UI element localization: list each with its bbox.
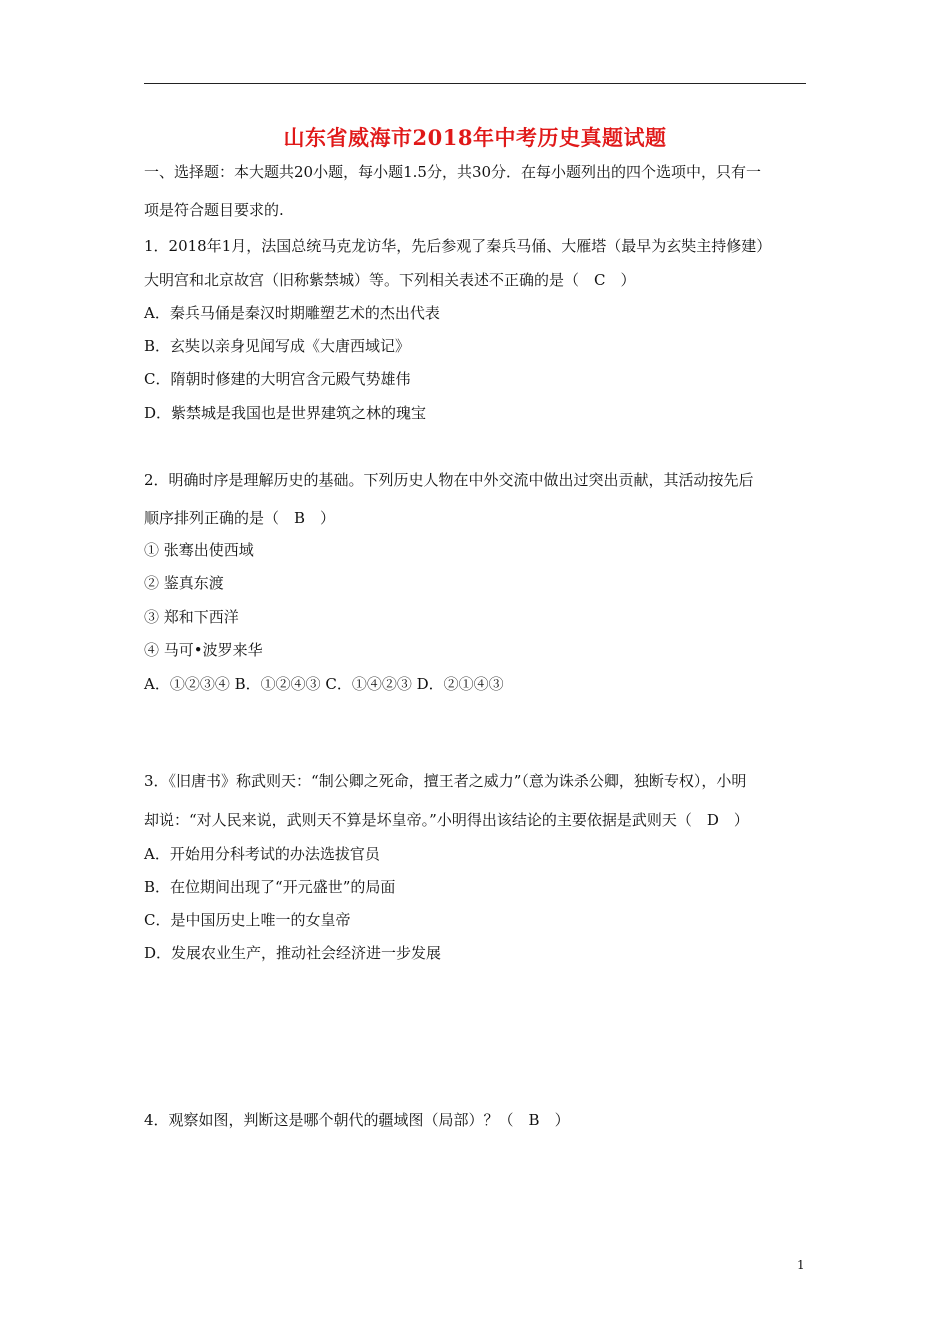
question-2-stem-line-2: 顺序排列正确的是（ B ）: [144, 509, 336, 527]
question-3-option-b: B．在位期间出现了“开元盛世”的局面: [144, 878, 396, 896]
question-3-option-a: A．开始用分科考试的办法选拔官员: [144, 845, 380, 863]
header-rule: [144, 83, 806, 84]
question-3-option-d: D．发展农业生产，推动社会经济进一步发展: [144, 944, 442, 962]
question-2-item-4: ④ 马可•波罗来华: [144, 641, 263, 659]
section-intro-line-2: 项是符合题目要求的.: [144, 201, 284, 219]
question-1-option-c: C．隋朝时修建的大明宫含元殿气势雄伟: [144, 370, 411, 388]
question-2-stem-line-1: 2．明确时序是理解历史的基础。下列历史人物在中外交流中做出过突出贡献，其活动按先后: [144, 471, 754, 489]
page-title: 山东省威海市2018年中考历史真题试题: [283, 125, 667, 150]
question-1-stem-line-2: 大明宫和北京故宫（旧称紫禁城）等。下列相关表述不正确的是（ C ）: [144, 271, 636, 289]
question-1-option-a: A．秦兵马俑是秦汉时期雕塑艺术的杰出代表: [144, 304, 440, 322]
question-4-stem: 4．观察如图，判断这是哪个朝代的疆域图（局部）？（ B ）: [144, 1111, 570, 1129]
section-intro-line-1: 一、选择题：本大题共20小题，每小题1.5分，共30分．在每小题列出的四个选项中，只有一: [144, 163, 762, 181]
page-number: 1: [797, 1258, 805, 1272]
question-1-option-b: B．玄奘以亲身见闻写成《大唐西域记》: [144, 337, 411, 355]
question-1-stem-line-1: 1．2018年1月，法国总统马克龙访华，先后参观了秦兵马俑、大雁塔（最早为玄奘主持修建）: [144, 237, 772, 255]
question-2-item-1: ① 张骞出使西域: [144, 541, 254, 559]
question-3-stem-line-1: 3．《旧唐书》称武则天：“制公卿之死命，擅王者之威力”（意为诛杀公卿，独断专权），小明: [144, 772, 747, 790]
question-2-options: A．①②③④ B．①②④③ C．①④②③ D．②①④③: [144, 675, 504, 693]
question-3-stem-line-2: 却说：“对人民来说，武则天不算是坏皇帝。”小明得出该结论的主要依据是武则天（ D ）: [144, 811, 749, 829]
question-1-option-d: D．紫禁城是我国也是世界建筑之林的瑰宝: [144, 404, 427, 422]
question-3-option-c: C．是中国历史上唯一的女皇帝: [144, 911, 351, 929]
question-2-item-2: ② 鉴真东渡: [144, 574, 224, 592]
question-2-item-3: ③ 郑和下西洋: [144, 608, 239, 626]
